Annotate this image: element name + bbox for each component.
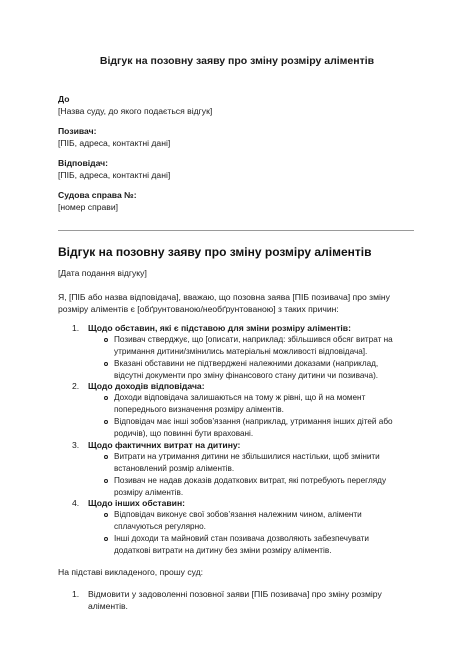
sub-line: попереднього визначення розміру аліментів. — [114, 405, 284, 414]
item-number: 1. — [72, 323, 80, 333]
bullet-circle-icon — [104, 537, 108, 541]
sub-line: Інші доходи та майновий стан позивача дозволяють забезпечувати — [114, 534, 369, 543]
sub-line: додаткові витрати на дитину без зміни розміру аліментів. — [114, 546, 332, 555]
document-title: Відгук на позовну заяву про зміну розміру аліментів — [99, 55, 375, 67]
item-title: Щодо фактичних витрат на дитину: — [88, 440, 241, 450]
sub-line: Відповідач має інші зобов’язання (наприклад, утримання інших дітей або — [114, 417, 393, 426]
item-title: Щодо інших обставин: — [88, 498, 186, 508]
plaintiff-block — [58, 125, 170, 149]
case-value: [номер справи] — [58, 202, 119, 212]
defendant-block — [58, 157, 170, 181]
to-label: До — [58, 94, 70, 104]
item-number: 4. — [72, 498, 80, 508]
request-intro: На підставі викладеного, прошу суд: — [58, 567, 204, 577]
sub-line: встановлений розмір аліментів. — [114, 464, 235, 473]
bullet-circle-icon — [104, 420, 108, 424]
section-heading: Відгук на позовну заяву про зміну розміру аліментів — [58, 245, 372, 259]
defendant-label: Відповідач: — [58, 158, 109, 168]
sub-line: розміру аліментів. — [114, 488, 184, 497]
item-title: Щодо доходів відповідача: — [88, 381, 205, 391]
sub-line: Доходи відповідача залишаються на тому ж рівні, що й на момент — [114, 393, 366, 402]
item-title: Щодо обставин, які є підставою для зміни розміру аліментів: — [88, 323, 351, 333]
intro-line-1: Я, [ПІБ або назва відповідача], вважаю, що позовна заява [ПІБ позивача] про зміну — [58, 292, 390, 302]
sub-line: Позивач не надав доказів додаткових витрат, які потребують перегляду — [114, 476, 387, 485]
sub-line: Вказані обставини не підтверджені належними доказами (наприклад, — [114, 359, 379, 368]
bullet-circle-icon — [104, 396, 108, 400]
request-line: аліментів. — [88, 601, 128, 611]
sub-line: родичів), що повинні бути враховані. — [114, 429, 254, 438]
bullet-circle-icon — [104, 455, 108, 459]
case-block — [58, 189, 137, 213]
item-number: 3. — [72, 440, 80, 450]
section-divider — [58, 230, 414, 231]
plaintiff-value: [ПІБ, адреса, контактні дані] — [58, 138, 171, 148]
sub-line: сплачуються регулярно. — [114, 522, 206, 531]
bullet-circle-icon — [104, 513, 108, 517]
sub-line: Позивач стверджує, що [описати, наприклад: збільшився обсяг витрат на — [114, 335, 393, 344]
defendant-value: [ПІБ, адреса, контактні дані] — [58, 170, 171, 180]
plaintiff-label: Позивач: — [58, 126, 97, 136]
intro-line-2: розміру аліментів є [обґрунтованою/необґрунтованою] з таких причин: — [58, 304, 339, 314]
bullet-circle-icon — [104, 338, 108, 342]
sub-line: Відповідач виконує свої зобов’язання належним чином, аліменти — [114, 510, 362, 519]
to-value: [Назва суду, до якого подається відгук] — [58, 106, 213, 116]
sub-line: Витрати на утримання дитини не збільшилися настільки, щоб змінити — [114, 452, 380, 461]
item-number: 2. — [72, 381, 80, 391]
request-number: 1. — [72, 589, 80, 599]
sub-line: утримання дитини/змінились матеріальні можливості відповідача]. — [114, 347, 368, 356]
bullet-circle-icon — [104, 479, 108, 483]
case-label: Судова справа №: — [58, 190, 137, 200]
bullet-circle-icon — [104, 362, 108, 366]
to-block — [58, 93, 212, 117]
submission-date: [Дата подання відгуку] — [58, 268, 147, 278]
request-line: Відмовити у задоволенні позовної заяви [ПІБ позивача] про зміну розміру — [88, 589, 382, 599]
sub-line: відсутні документи про зміну фінансового стану дитини чи позивача). — [114, 371, 379, 380]
